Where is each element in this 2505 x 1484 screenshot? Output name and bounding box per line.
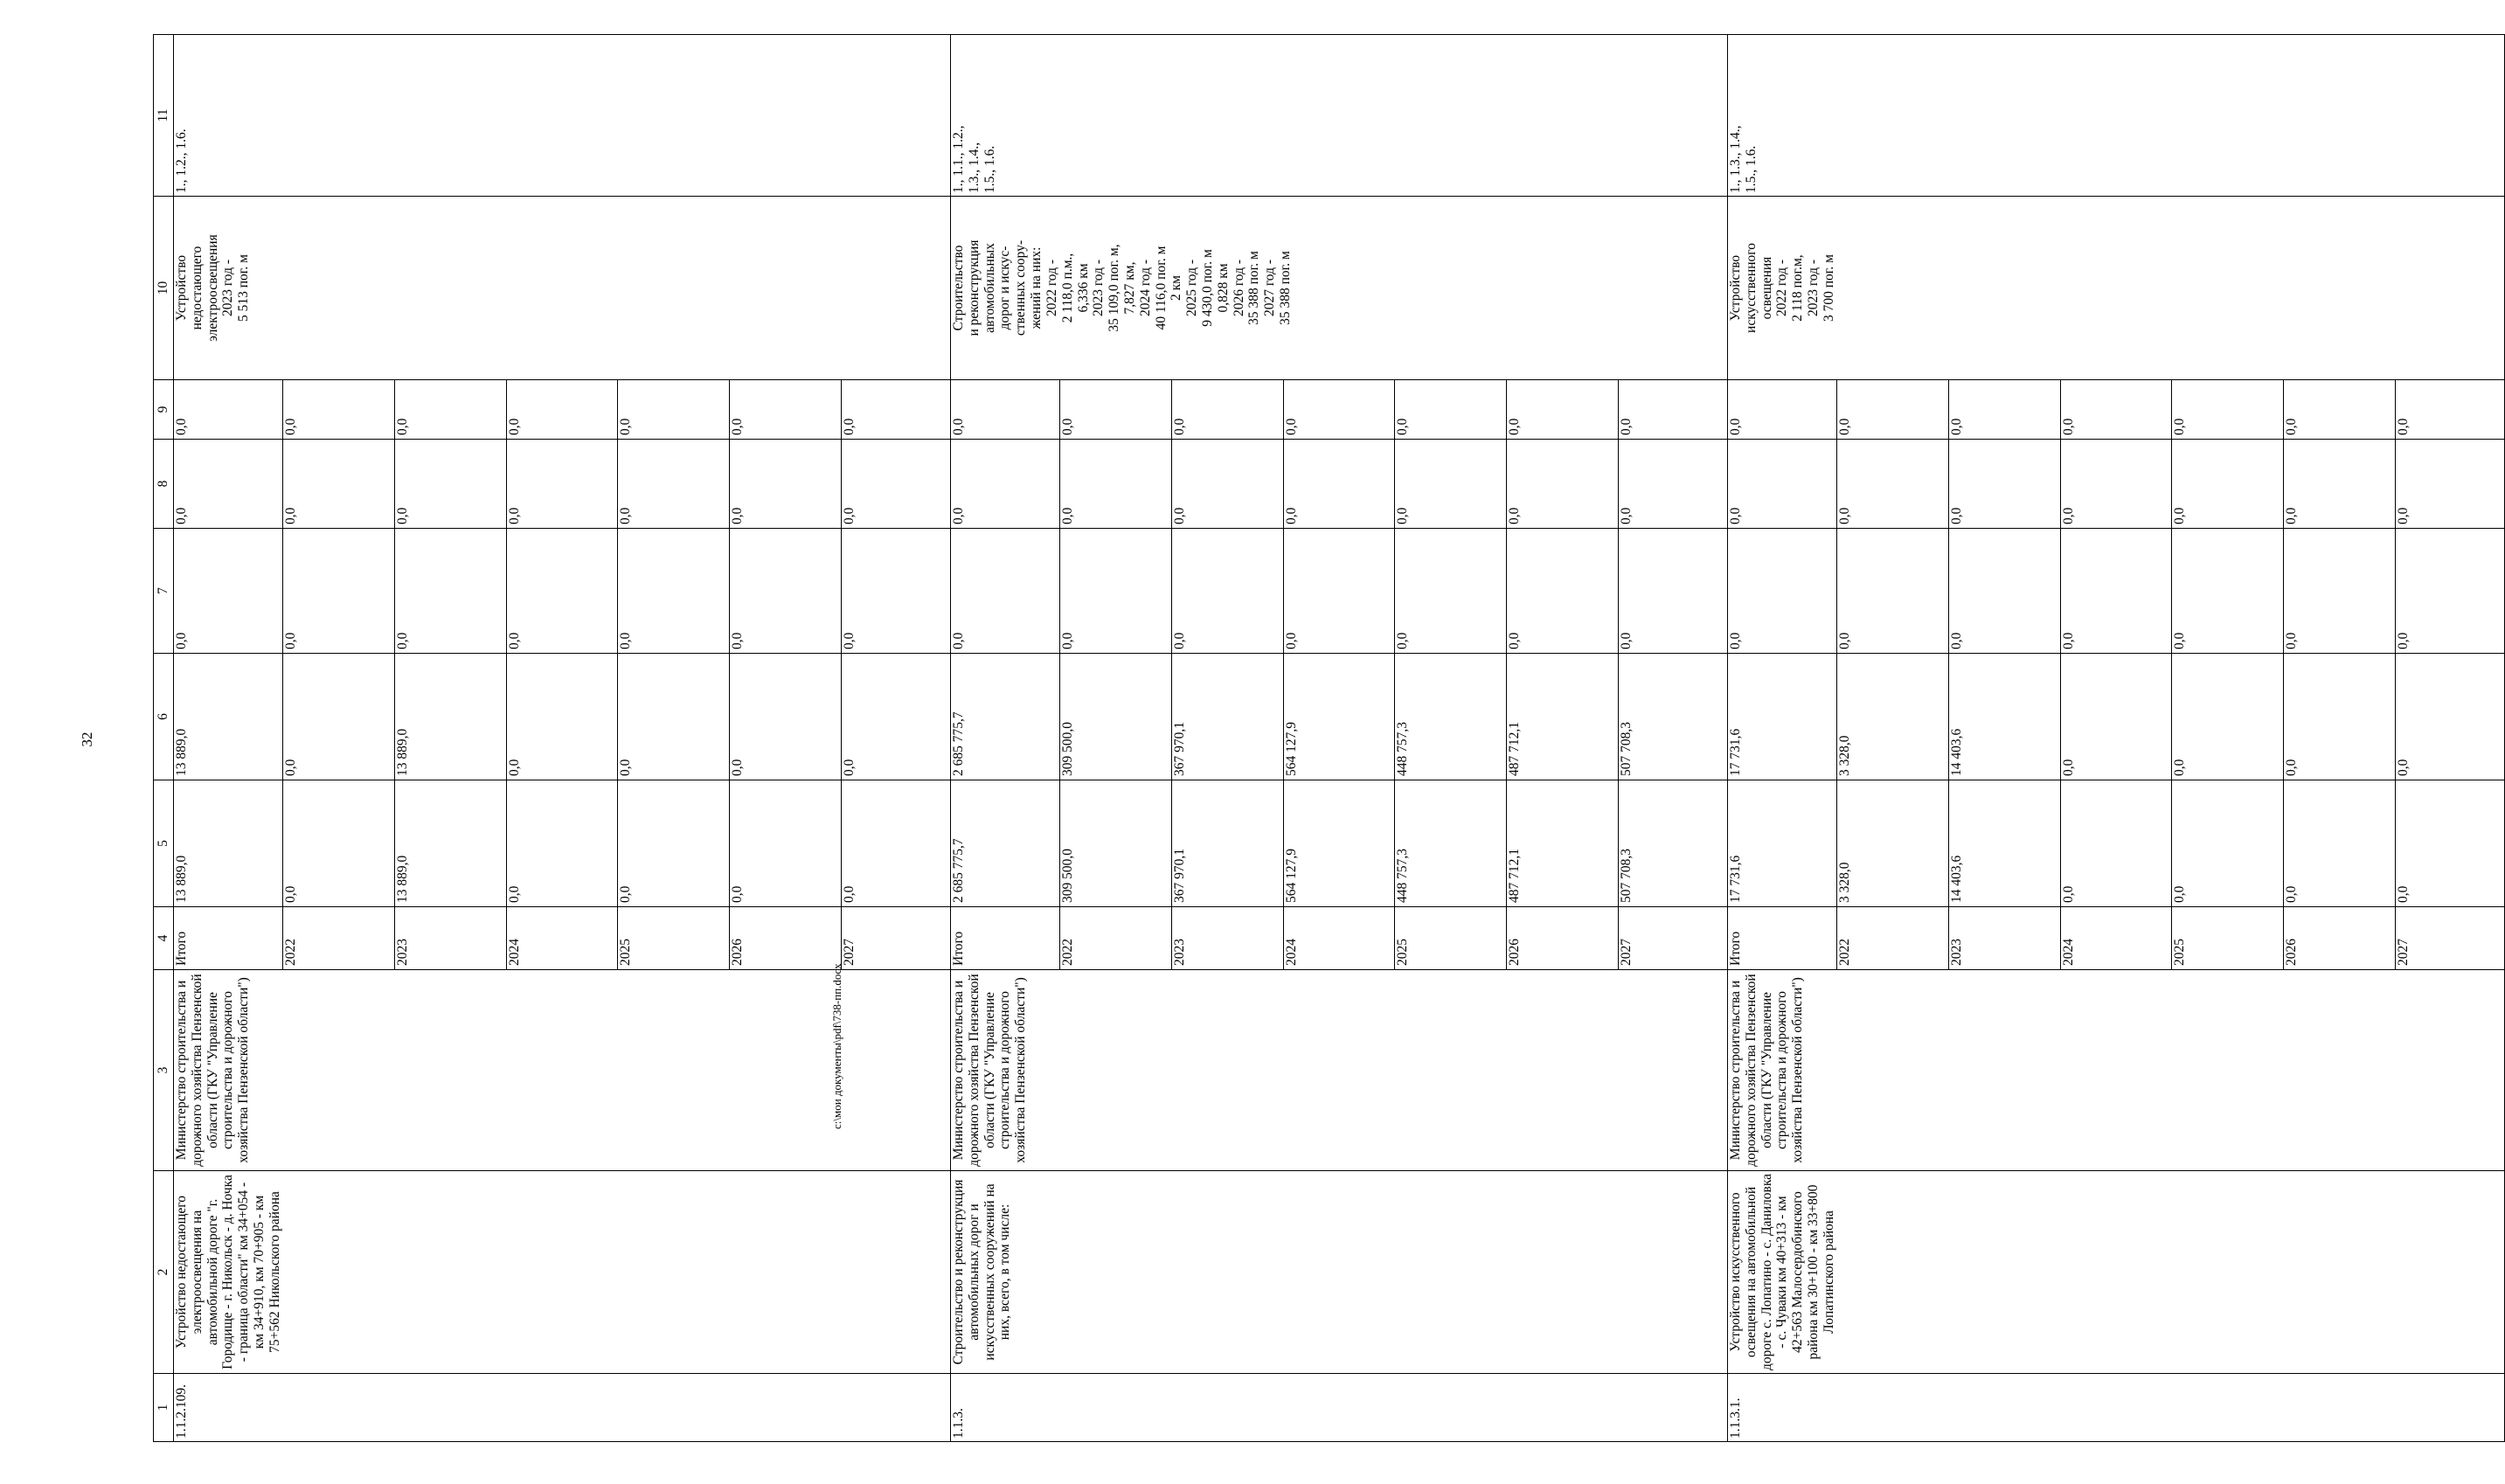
measure-code-text: 1.1.3.	[951, 1408, 966, 1439]
funding-local-value: 0,0	[730, 440, 842, 528]
funding-federal-value: 0,0	[1507, 529, 1619, 653]
funding-other	[174, 380, 951, 440]
funding-regional	[1728, 654, 2505, 780]
year-list-value: 2026	[2284, 907, 2396, 969]
linked-goals-text: 1., 1.1., 1.2., 1.3., 1.4., 1.5., 1.6.	[951, 125, 997, 193]
funding-local-value: 0,0	[2172, 440, 2284, 528]
responsible-executor	[951, 970, 1728, 1171]
measure-name	[174, 1171, 951, 1374]
funding-other	[1728, 380, 2505, 440]
funding-total-value: 367 970,1	[1171, 780, 1283, 906]
footer-file-path: c:\мои документы\pdf\738-пп.docx	[830, 963, 843, 1129]
year-list-value: 2022	[1059, 907, 1171, 969]
funding-federal-list	[951, 529, 1727, 653]
funding-federal-value: 0,0	[951, 529, 1059, 653]
funding-local-value: 0,0	[618, 440, 730, 528]
funding-total-value: 309 500,0	[1059, 780, 1171, 906]
funding-total-value: 0,0	[282, 780, 394, 906]
funding-other-value: 0,0	[842, 418, 857, 435]
funding-regional-value: 17 731,6	[1728, 654, 1836, 780]
funding-other-value: 0,0	[730, 380, 842, 439]
funding-local-value: 0,0	[2060, 440, 2172, 528]
funding-local-value: 0,0	[1507, 440, 1619, 528]
funding-other-value: 0,0	[1836, 380, 1948, 439]
funding-regional-list	[1728, 654, 2504, 780]
funding-total-value: 17 731,6	[1728, 780, 1836, 906]
funding-regional-value: 3 328,0	[1836, 654, 1948, 780]
measure-name-text: Устройство недостающего электроосвещения на автомобильной дороге "г. Городище - г. Никольск - д. Ночка - граница области" км 34+054 - км 34+910, км 70+905 - км 75+562 Никольского района	[174, 1175, 282, 1370]
year-list-value: 2023	[1171, 907, 1283, 969]
funding-local-value: 0,0	[2284, 440, 2396, 528]
funding-regional-value: 0,0	[2396, 759, 2411, 776]
funding-other-list	[951, 380, 1727, 439]
measure-code-text: 1.1.2.109.	[174, 1384, 189, 1439]
year-list-value: 2024	[2060, 907, 2172, 969]
funding-other-value: 0,0	[174, 380, 282, 439]
funding-other-value: 0,0	[2284, 380, 2396, 439]
year-list-value: Итого	[951, 907, 1059, 969]
funding-total-value: 13 889,0	[174, 780, 282, 906]
funding-regional-value: 564 127,9	[1283, 654, 1395, 780]
funding-total-value: 0,0	[618, 780, 730, 906]
year-list-value: 2027	[2396, 939, 2411, 966]
funding-regional-list	[951, 654, 1727, 780]
program-measures-table	[153, 34, 2505, 1442]
funding-local-value: 0,0	[1283, 440, 1395, 528]
funding-other-value: 0,0	[1507, 380, 1619, 439]
funding-regional-value: 0,0	[282, 654, 394, 780]
funding-other-value: 0,0	[1283, 380, 1395, 439]
funding-other-list	[1728, 380, 2504, 439]
funding-other-value: 0,0	[618, 380, 730, 439]
funding-regional-value: 487 712,1	[1507, 654, 1619, 780]
funding-other-value: 0,0	[506, 380, 618, 439]
funding-other-value: 0,0	[2396, 418, 2411, 435]
funding-regional-value: 448 757,3	[1395, 654, 1507, 780]
table-row	[174, 35, 951, 1442]
funding-regional-value: 0,0	[618, 654, 730, 780]
funding-federal-value: 0,0	[1283, 529, 1395, 653]
funding-local-list	[174, 440, 950, 528]
target-indicator-text: Строительство и реконструкция автомобильных дорог и искус- ственных соору- жений на них: 2022 год - 2 118,0 п.м., 6,336 км 2023 год - 35 109,0 пог. м, 7,827 км, 2024 год - 40 116,0 пог. м 2 км 2025 год - 9 430,0 пог. м 0,828 км 2026 год - 35 388 пог. м 2027 год - 35 388 пог. м	[951, 239, 1294, 336]
funding-total	[1728, 780, 2505, 907]
funding-federal-value: 0,0	[618, 529, 730, 653]
funding-regional-value: 0,0	[2060, 654, 2172, 780]
funding-total-value: 0,0	[2060, 780, 2172, 906]
funding-regional-value: 0,0	[506, 654, 618, 780]
year-list-value: 2025	[1395, 907, 1507, 969]
funding-total-value: 487 712,1	[1507, 780, 1619, 906]
funding-regional-value: 367 970,1	[1171, 654, 1283, 780]
funding-local-value: 0,0	[2396, 507, 2411, 524]
funding-local-value: 0,0	[1059, 440, 1171, 528]
funding-other-value: 0,0	[394, 380, 506, 439]
responsible-executor-text: Министерство строительства и дорожного хозяйства Пензенской области (ГКУ "Управление строительства и дорожного хозяйства Пензенской области")	[174, 974, 252, 1167]
funding-regional-value: 2 685 775,7	[951, 654, 1059, 780]
funding-regional	[951, 654, 1728, 780]
col-header-6: 6	[154, 654, 174, 780]
funding-federal-value: 0,0	[2284, 529, 2396, 653]
program-table-wrapper	[153, 35, 2411, 1442]
funding-local-value: 0,0	[1836, 440, 1948, 528]
funding-other-value: 0,0	[282, 380, 394, 439]
year-list-value: 2026	[730, 907, 842, 969]
col-header-8: 8	[154, 440, 174, 529]
funding-local-value: 0,0	[1619, 507, 1634, 524]
funding-local-value: 0,0	[174, 440, 282, 528]
target-indicator	[951, 197, 1728, 380]
funding-federal	[951, 529, 1728, 654]
funding-federal-value: 0,0	[394, 529, 506, 653]
funding-regional	[174, 654, 951, 780]
funding-total-value: 2 685 775,7	[951, 780, 1059, 906]
measure-code	[951, 1374, 1728, 1442]
funding-total	[951, 780, 1728, 907]
funding-total-value: 0,0	[506, 780, 618, 906]
measure-name-text: Строительство и реконструкция автомобильных дорог и искусственных сооружений на них, всего, в том числе:	[951, 1179, 1013, 1365]
year-list-value: Итого	[1728, 907, 1836, 969]
funding-other-value: 0,0	[2060, 380, 2172, 439]
header-row	[154, 35, 174, 1442]
col-header-10: 10	[154, 197, 174, 380]
funding-total-value: 448 757,3	[1395, 780, 1507, 906]
funding-regional-value: 507 708,3	[1619, 722, 1634, 776]
funding-other-value: 0,0	[1059, 380, 1171, 439]
funding-federal-list	[1728, 529, 2504, 653]
funding-federal-value: 0,0	[2060, 529, 2172, 653]
funding-total-value: 0,0	[2172, 780, 2284, 906]
funding-federal-value: 0,0	[506, 529, 618, 653]
table-row	[951, 35, 1728, 1442]
funding-local-list	[1728, 440, 2504, 528]
funding-total-value: 507 708,3	[1619, 849, 1634, 903]
funding-local	[951, 440, 1728, 529]
funding-other-value: 0,0	[2172, 380, 2284, 439]
funding-total-list	[951, 780, 1727, 906]
funding-federal-value: 0,0	[1728, 529, 1836, 653]
funding-regional-value: 13 889,0	[174, 654, 282, 780]
funding-federal-value: 0,0	[282, 529, 394, 653]
funding-regional-value: 13 889,0	[394, 654, 506, 780]
target-indicator	[1728, 197, 2505, 380]
responsible-executor	[1728, 970, 2505, 1171]
target-indicator-text: Устройство недостающего электроосвещения 2023 год - 5 513 пог. м	[174, 234, 252, 342]
col-header-7: 7	[154, 529, 174, 654]
year-list	[951, 907, 1728, 970]
funding-local-value: 0,0	[282, 440, 394, 528]
funding-federal-value: 0,0	[1619, 632, 1634, 649]
funding-federal-list	[174, 529, 950, 653]
funding-regional-value: 0,0	[2284, 654, 2396, 780]
funding-total-value: 0,0	[730, 780, 842, 906]
funding-federal-value: 0,0	[1836, 529, 1948, 653]
funding-other-value: 0,0	[1948, 380, 2060, 439]
funding-federal	[174, 529, 951, 654]
year-list-value: 2022	[1836, 907, 1948, 969]
funding-other-value: 0,0	[951, 380, 1059, 439]
responsible-executor-text: Министерство строительства и дорожного хозяйства Пензенской области (ГКУ "Управление строительства и дорожного хозяйства Пензенской области")	[951, 974, 1029, 1167]
responsible-executor-text: Министерство строительства и дорожного хозяйства Пензенской области (ГКУ "Управление строительства и дорожного хозяйства Пензенской области")	[1728, 974, 1806, 1167]
col-header-1: 1	[154, 1374, 174, 1442]
measure-code	[1728, 1374, 2505, 1442]
funding-federal-value: 0,0	[730, 529, 842, 653]
year-list-value: 2024	[1283, 907, 1395, 969]
funding-total-list	[1728, 780, 2504, 906]
year-list-value: 2022	[282, 907, 394, 969]
funding-local-value: 0,0	[951, 440, 1059, 528]
funding-local-value: 0,0	[1395, 440, 1507, 528]
year-list-value: 2027	[842, 939, 857, 966]
measure-code-text: 1.1.3.1.	[1728, 1397, 1743, 1439]
page-number: 32	[79, 732, 95, 747]
funding-federal-value: 0,0	[174, 529, 282, 653]
funding-total-value: 13 889,0	[394, 780, 506, 906]
funding-other-value: 0,0	[1395, 380, 1507, 439]
funding-local-value: 0,0	[1948, 440, 2060, 528]
funding-total-value: 0,0	[2284, 780, 2396, 906]
funding-total-value: 564 127,9	[1283, 780, 1395, 906]
funding-other-value: 0,0	[1728, 380, 1836, 439]
funding-local-value: 0,0	[1171, 440, 1283, 528]
year-list-list	[1728, 907, 2504, 969]
year-list-value: 2027	[1619, 939, 1634, 966]
year-list-list	[951, 907, 1727, 969]
year-list-value: 2026	[1507, 907, 1619, 969]
measure-code	[174, 1374, 951, 1442]
year-list-value: Итого	[174, 907, 282, 969]
funding-other-value: 0,0	[1619, 418, 1634, 435]
col-header-5: 5	[154, 780, 174, 907]
funding-federal-value: 0,0	[2396, 632, 2411, 649]
linked-goals	[1728, 35, 2505, 197]
funding-federal	[1728, 529, 2505, 654]
funding-local-value: 0,0	[506, 440, 618, 528]
funding-federal-value: 0,0	[1171, 529, 1283, 653]
target-indicator-text: Устройство искусственного освещения 2022 год - 2 118 пог.м, 2023 год - 3 700 пог. м	[1728, 243, 1836, 333]
linked-goals	[174, 35, 951, 197]
funding-total-value: 14 403,6	[1948, 780, 2060, 906]
funding-federal-value: 0,0	[1948, 529, 2060, 653]
funding-local	[1728, 440, 2505, 529]
measure-name-text: Устройство искусственного освещения на автомобильной дороге с. Лопатино - с. Даниловка - с. Чуваки км 40+313 - км 42+563 Малосердобинского района км 30+100 - км 33+800 Лопатинского района	[1728, 1174, 1836, 1370]
funding-regional-value: 0,0	[730, 654, 842, 780]
linked-goals-text: 1., 1.3., 1.4., 1.5., 1.6.	[1728, 125, 1759, 193]
funding-other-value: 0,0	[1171, 380, 1283, 439]
funding-local-list	[951, 440, 1727, 528]
table-row	[1728, 35, 2505, 1442]
funding-total-value: 3 328,0	[1836, 780, 1948, 906]
year-list-value: 2024	[506, 907, 618, 969]
measure-name	[951, 1171, 1728, 1374]
funding-federal-value: 0,0	[1395, 529, 1507, 653]
col-header-2: 2	[154, 1171, 174, 1374]
year-list-value: 2025	[618, 907, 730, 969]
col-header-11: 11	[154, 35, 174, 197]
target-indicator	[174, 197, 951, 380]
funding-other	[951, 380, 1728, 440]
funding-federal-value: 0,0	[1059, 529, 1171, 653]
funding-local-value: 0,0	[394, 440, 506, 528]
funding-regional-value: 0,0	[2172, 654, 2284, 780]
funding-regional-value: 309 500,0	[1059, 654, 1171, 780]
linked-goals-text: 1., 1.2., 1.6.	[174, 128, 189, 193]
year-list	[1728, 907, 2505, 970]
measure-name	[1728, 1171, 2505, 1374]
funding-total-value: 0,0	[2396, 885, 2411, 903]
col-header-3: 3	[154, 970, 174, 1171]
funding-regional-value: 14 403,6	[1948, 654, 2060, 780]
funding-federal-value: 0,0	[2172, 529, 2284, 653]
linked-goals	[951, 35, 1728, 197]
funding-local	[174, 440, 951, 529]
year-list-value: 2023	[1948, 907, 2060, 969]
funding-local-value: 0,0	[842, 507, 857, 524]
year-list-value: 2023	[394, 907, 506, 969]
funding-other-list	[174, 380, 950, 439]
col-header-4: 4	[154, 907, 174, 970]
year-list-value: 2025	[2172, 907, 2284, 969]
funding-total-value: 0,0	[842, 885, 857, 903]
funding-regional-list	[174, 654, 950, 780]
funding-local-value: 0,0	[1728, 440, 1836, 528]
funding-federal-value: 0,0	[842, 632, 857, 649]
funding-regional-value: 0,0	[842, 759, 857, 776]
col-header-9: 9	[154, 380, 174, 440]
